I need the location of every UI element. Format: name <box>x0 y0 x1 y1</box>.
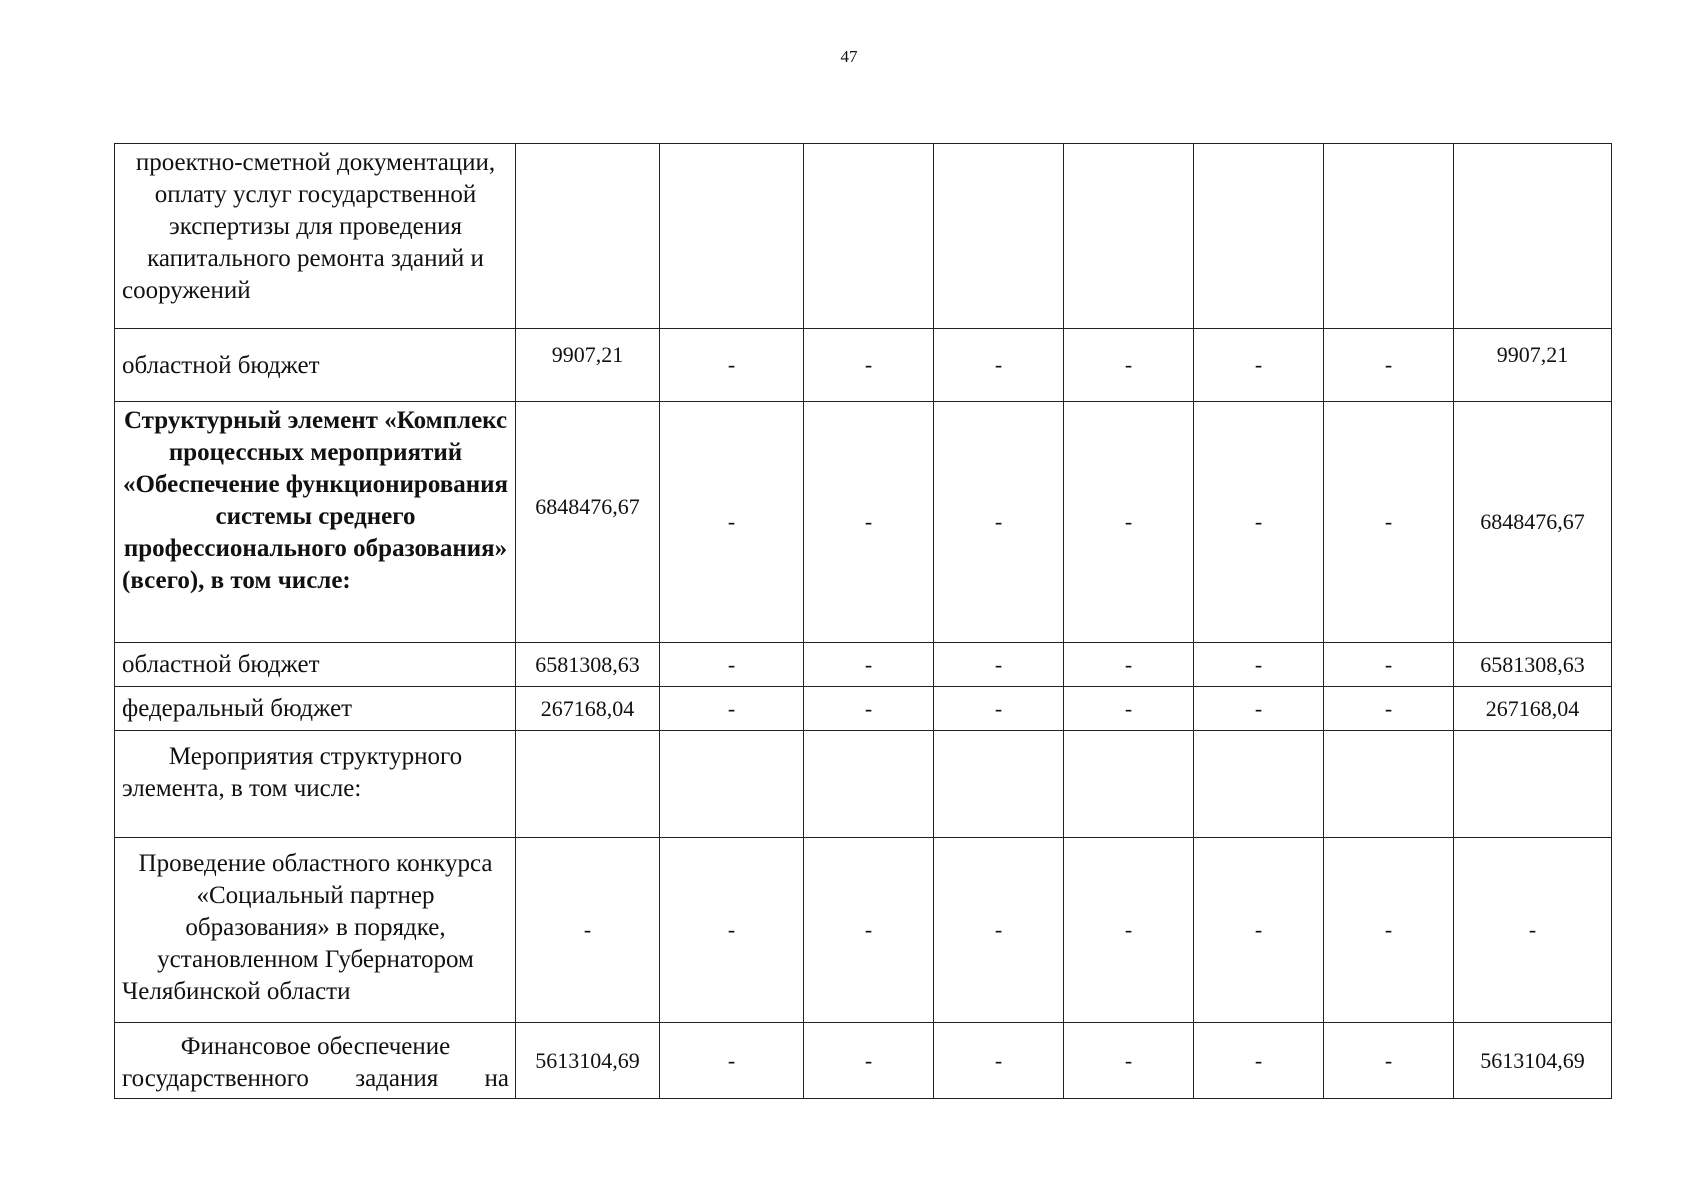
table-cell: - <box>804 838 934 1023</box>
table-cell: - <box>804 329 934 402</box>
table-cell: - <box>660 1023 804 1099</box>
table-cell <box>1064 144 1194 329</box>
table-cell: - <box>1324 329 1454 402</box>
table-row <box>115 643 1612 687</box>
table-cell: - <box>1194 687 1324 731</box>
table-cell <box>1064 731 1194 838</box>
table-cell: - <box>934 402 1064 643</box>
row-label: федеральный бюджет <box>115 687 516 731</box>
table-row <box>115 144 1612 329</box>
table-cell: - <box>516 838 660 1023</box>
table-row <box>115 838 1612 1023</box>
table-cell <box>1454 731 1612 838</box>
table-cell: - <box>1064 1023 1194 1099</box>
table-cell <box>1454 144 1612 329</box>
row-label: областной бюджет <box>115 329 516 402</box>
table-row <box>115 1023 1612 1099</box>
table-cell <box>934 144 1064 329</box>
table-cell: - <box>1194 402 1324 643</box>
row-label: Структурный элемент «Комплекс процессных мероприятий «Обеспечение функционирования системы среднего профессионального образования» (всего), в том числе: <box>115 402 516 643</box>
page-number: 47 <box>840 47 858 66</box>
table-row <box>115 329 1612 402</box>
row-label: Финансовое обеспечение государственного задания на <box>115 1023 516 1099</box>
table-cell: - <box>934 329 1064 402</box>
table-cell: - <box>1064 402 1194 643</box>
table-cell: - <box>660 838 804 1023</box>
table-cell: 5613104,69 <box>1454 1023 1612 1099</box>
row-label: областной бюджет <box>115 643 516 687</box>
table-cell: 6848476,67 <box>1454 402 1612 643</box>
row-label: проектно-сметной документации, оплату услуг государственной экспертизы для проведения капитального ремонта зданий и сооружений <box>115 144 516 329</box>
table-cell: - <box>1324 643 1454 687</box>
table-cell: - <box>1194 643 1324 687</box>
table-row <box>115 402 1612 643</box>
table-cell: - <box>660 643 804 687</box>
table-cell: - <box>1064 838 1194 1023</box>
table-cell: - <box>660 329 804 402</box>
table-cell: - <box>1064 687 1194 731</box>
table-cell: - <box>804 402 934 643</box>
table-cell: 267168,04 <box>1454 687 1612 731</box>
table-row <box>115 687 1612 731</box>
table-cell <box>1324 731 1454 838</box>
table-cell: - <box>1324 687 1454 731</box>
table-cell: - <box>1064 329 1194 402</box>
table-cell: - <box>660 687 804 731</box>
table-cell: - <box>934 687 1064 731</box>
table-cell <box>934 731 1064 838</box>
table-cell: 6581308,63 <box>1454 643 1612 687</box>
table-cell: 9907,21 <box>516 329 660 402</box>
table-cell <box>1194 731 1324 838</box>
row-label: Мероприятия структурного элемента, в том числе: <box>115 731 516 838</box>
table-cell <box>1194 144 1324 329</box>
table-cell <box>660 144 804 329</box>
table-cell <box>516 731 660 838</box>
table-cell: 267168,04 <box>516 687 660 731</box>
table-cell: 9907,21 <box>1454 329 1612 402</box>
table-cell: 5613104,69 <box>516 1023 660 1099</box>
table-cell: - <box>804 643 934 687</box>
table-cell: - <box>1324 402 1454 643</box>
table-cell <box>1324 144 1454 329</box>
table-cell: - <box>1064 643 1194 687</box>
table-row <box>115 731 1612 838</box>
table-cell <box>516 144 660 329</box>
table-cell <box>660 731 804 838</box>
table-cell: - <box>1194 838 1324 1023</box>
table-cell <box>804 731 934 838</box>
table-cell: - <box>934 1023 1064 1099</box>
table-cell: - <box>1324 1023 1454 1099</box>
table-cell: - <box>1324 838 1454 1023</box>
row-label: Проведение областного конкурса «Социальный партнер образования» в порядке, установленном Губернатором Челябинской области <box>115 838 516 1023</box>
table-cell: - <box>934 643 1064 687</box>
budget-table <box>114 143 1612 1099</box>
table-cell: - <box>934 838 1064 1023</box>
table-cell: - <box>1194 1023 1324 1099</box>
table-cell: - <box>804 687 934 731</box>
table-cell: 6848476,67 <box>516 402 660 643</box>
table-cell: - <box>1454 838 1612 1023</box>
table-cell: - <box>1194 329 1324 402</box>
table-cell <box>804 144 934 329</box>
table-cell: - <box>804 1023 934 1099</box>
table-cell: - <box>660 402 804 643</box>
table-cell: 6581308,63 <box>516 643 660 687</box>
